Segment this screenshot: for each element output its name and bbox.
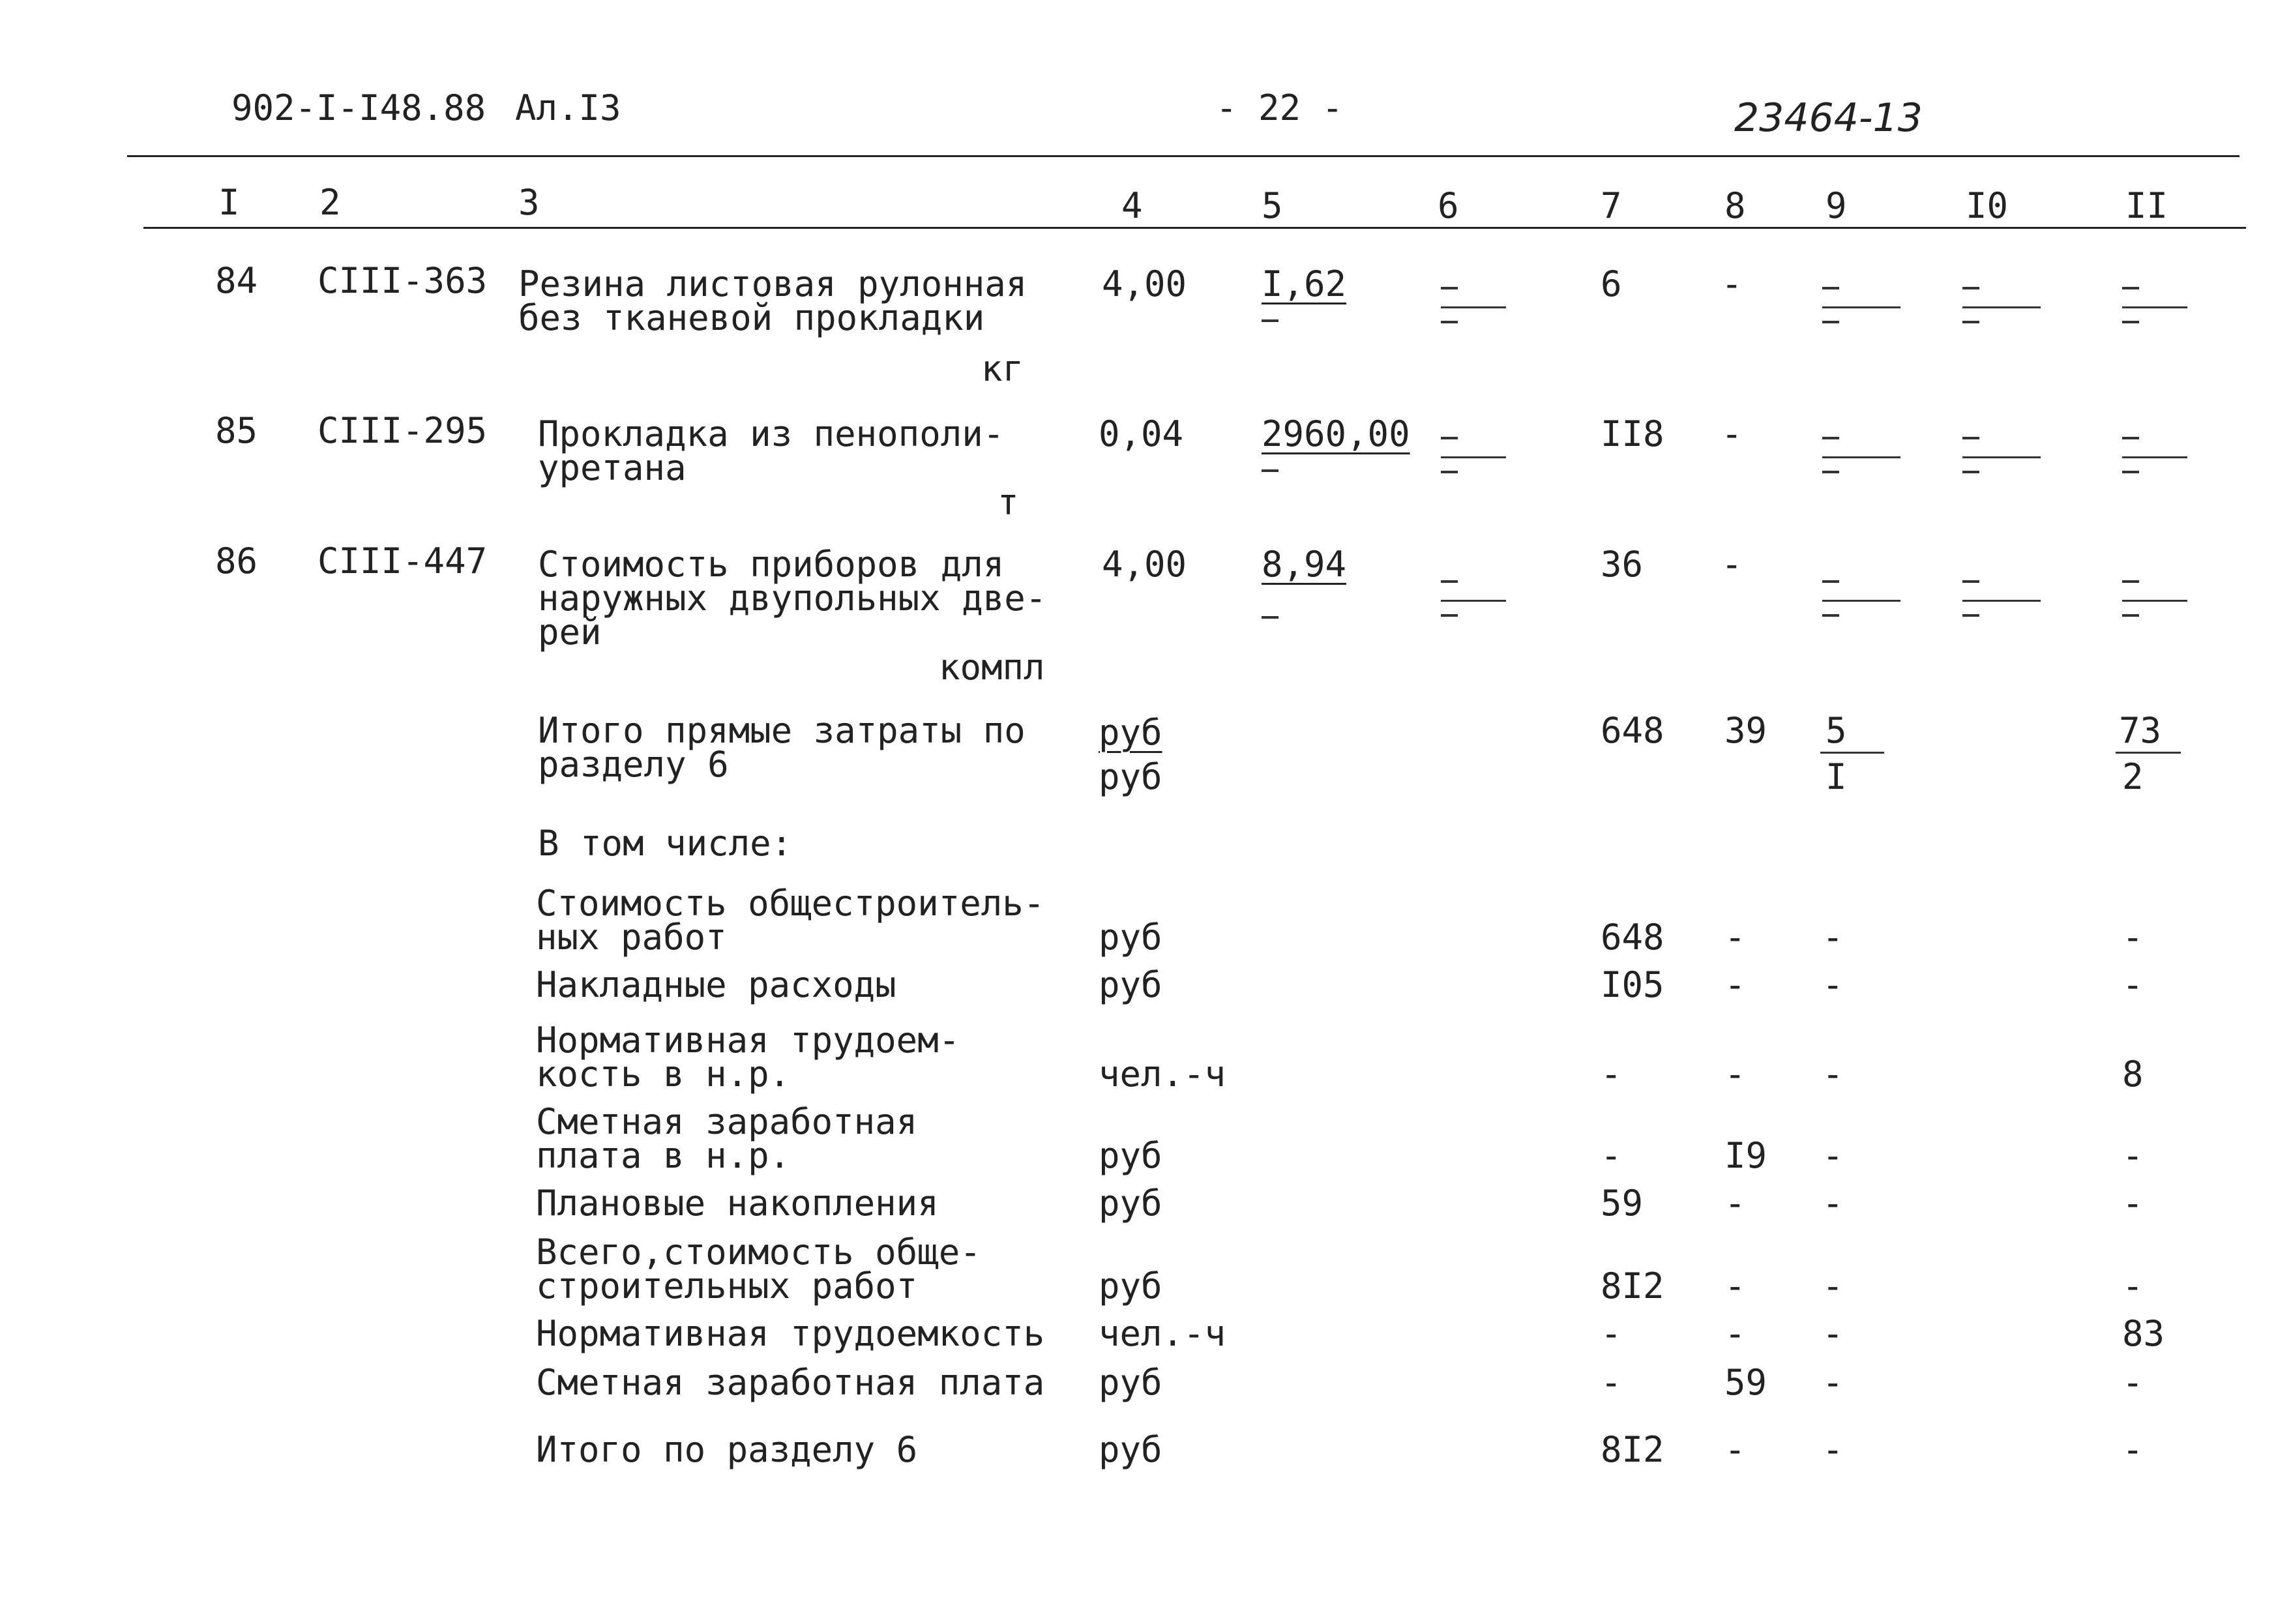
fraction-bar-col6 (1441, 456, 1506, 458)
col-header-1: I (218, 182, 240, 223)
breakdown-col11: - (2122, 1135, 2144, 1176)
direct-costs-col11-bar (2116, 752, 2181, 754)
col-header-5: 5 (1262, 185, 1283, 226)
breakdown-col9: - (1822, 1429, 1844, 1470)
column-header-rule (143, 227, 2246, 229)
fraction-bar-col9 (1822, 456, 1900, 458)
fraction-bar-col11 (2122, 456, 2187, 458)
breakdown-unit: чел.-ч (1099, 1313, 1226, 1354)
breakdown-col9: - (1822, 1265, 1844, 1307)
item-unit: компл (939, 647, 1045, 688)
item-name-line: Стоимость приборов для (538, 544, 1005, 585)
empty-dash-col10 (1962, 471, 1979, 473)
col-header-6: 6 (1438, 185, 1459, 226)
direct-costs-unit-top: руб (1099, 712, 1162, 753)
item-name-line: уретана (538, 447, 687, 488)
direct-costs-col7: 648 (1601, 710, 1664, 751)
item-quantity: 0,04 (1099, 413, 1184, 454)
item-unit-price: I,62 (1262, 263, 1347, 304)
direct-costs-col9-bottom: I (1825, 756, 1847, 797)
breakdown-label-line: плата в н.р. (536, 1135, 791, 1176)
item-col8: - (1721, 263, 1743, 304)
breakdown-unit: руб (1099, 1265, 1162, 1307)
breakdown-label-line: Плановые накопления (536, 1183, 939, 1224)
fraction-bar-col6 (1441, 306, 1506, 308)
item-name-line: Прокладка из пенополи- (538, 413, 1005, 454)
breakdown-col11: - (2122, 1362, 2144, 1403)
empty-dash-col10 (1962, 437, 1979, 439)
item-name-line: наружных двупольных две- (538, 578, 1047, 619)
breakdown-unit: руб (1099, 1135, 1162, 1176)
fraction-bar-col9 (1822, 600, 1900, 602)
direct-costs-col11-bottom: 2 (2122, 756, 2144, 797)
direct-costs-label-line: Итого прямые затраты по (538, 710, 1026, 751)
breakdown-col9: - (1822, 1183, 1844, 1224)
breakdown-label-line: ных работ (536, 917, 727, 958)
empty-dash-col10 (1962, 580, 1979, 583)
breakdown-unit: руб (1099, 964, 1162, 1005)
breakdown-col9: - (1822, 1362, 1844, 1403)
breakdown-col7: I05 (1601, 964, 1664, 1005)
breakdown-col8: - (1724, 1265, 1746, 1307)
breakdown-col11: - (2122, 1183, 2144, 1224)
col-header-8: 8 (1724, 185, 1746, 226)
breakdown-unit: руб (1099, 1183, 1162, 1224)
col-header-2: 2 (319, 182, 341, 223)
breakdown-col7: - (1601, 1135, 1622, 1176)
breakdown-col11: - (2122, 1265, 2144, 1307)
empty-dash-col9 (1822, 437, 1839, 439)
direct-costs-col8: 39 (1724, 710, 1767, 751)
empty-dash-col9 (1822, 287, 1839, 289)
item-col7: II8 (1601, 413, 1664, 454)
document-code: 902-I-I48.88 (231, 87, 486, 128)
breakdown-label-line: Всего,стоимость обще- (536, 1232, 981, 1273)
including-label: В том числе: (538, 823, 793, 864)
fraction-bar-col9 (1822, 306, 1900, 308)
item-number: 85 (215, 410, 258, 451)
breakdown-label-line: Нормативная трудоем- (536, 1020, 960, 1061)
fraction-bar-col11 (2122, 306, 2187, 308)
empty-dash-col9 (1822, 580, 1839, 583)
item-quantity: 4,00 (1102, 263, 1187, 304)
empty-dash-col6 (1441, 321, 1458, 323)
breakdown-unit: руб (1099, 917, 1162, 958)
breakdown-col8: - (1724, 1054, 1746, 1095)
breakdown-col11: 83 (2122, 1313, 2165, 1354)
breakdown-col11: 8 (2122, 1054, 2144, 1095)
price-dash (1262, 319, 1279, 322)
breakdown-col7: 8I2 (1601, 1265, 1664, 1307)
breakdown-label-line: Сметная заработная плата (536, 1362, 1045, 1403)
item-col7: 6 (1601, 263, 1622, 304)
direct-costs-col11-top: 73 (2119, 710, 2162, 751)
col-header-10: I0 (1966, 185, 2009, 226)
direct-costs-label-line: разделу 6 (538, 744, 729, 785)
direct-costs-unit-bottom: руб (1099, 756, 1162, 797)
breakdown-col11: - (2122, 964, 2144, 1005)
fraction-bar-col11 (2122, 600, 2187, 602)
breakdown-col9: - (1822, 917, 1844, 958)
breakdown-col8: - (1724, 917, 1746, 958)
fraction-bar-col10 (1962, 306, 2041, 308)
breakdown-label-line: Нормативная трудоемкость (536, 1313, 1045, 1354)
item-unit: кг (981, 348, 1024, 389)
breakdown-col8: - (1724, 1313, 1746, 1354)
empty-dash-col6 (1441, 580, 1458, 583)
direct-costs-col9-bar (1820, 752, 1884, 754)
breakdown-col8: I9 (1724, 1135, 1767, 1176)
breakdown-label-line: Сметная заработная (536, 1101, 918, 1142)
breakdown-col8: 59 (1724, 1362, 1767, 1403)
breakdown-unit: руб (1099, 1429, 1162, 1470)
empty-dash-col6 (1441, 614, 1458, 617)
item-code: CIII-363 (318, 260, 488, 301)
breakdown-label-line: Накладные расходы (536, 964, 896, 1005)
item-name-line: рей (538, 612, 602, 653)
breakdown-col11: - (2122, 917, 2144, 958)
item-unit: т (998, 482, 1019, 523)
item-quantity: 4,00 (1102, 544, 1187, 585)
col-header-9: 9 (1825, 185, 1847, 226)
empty-dash-col10 (1962, 287, 1979, 289)
breakdown-label-line: строительных работ (536, 1265, 918, 1307)
item-code: CIII-295 (318, 410, 488, 451)
item-col7: 36 (1601, 544, 1644, 585)
empty-dash-col6 (1441, 437, 1458, 439)
breakdown-col7: - (1601, 1362, 1622, 1403)
breakdown-col9: - (1822, 1054, 1844, 1095)
item-number: 86 (215, 540, 258, 582)
empty-dash-col11 (2122, 321, 2139, 323)
empty-dash-col9 (1822, 471, 1839, 473)
breakdown-col7: 8I2 (1601, 1429, 1664, 1470)
empty-dash-col11 (2122, 287, 2139, 289)
empty-dash-col9 (1822, 614, 1839, 617)
breakdown-col7: 648 (1601, 917, 1664, 958)
item-col8: - (1721, 413, 1743, 454)
item-unit-price: 8,94 (1262, 544, 1347, 585)
breakdown-col7: - (1601, 1054, 1622, 1095)
empty-dash-col11 (2122, 580, 2139, 583)
breakdown-col11: - (2122, 1429, 2144, 1470)
breakdown-unit: чел.-ч (1099, 1054, 1226, 1095)
breakdown-col8: - (1724, 1429, 1746, 1470)
album-number: Ал.I3 (515, 87, 621, 128)
item-name-line: Резина листовая рулонная (518, 263, 1027, 304)
breakdown-unit: руб (1099, 1362, 1162, 1403)
empty-dash-col6 (1441, 287, 1458, 289)
fraction-bar-col10 (1962, 600, 2041, 602)
empty-dash-col9 (1822, 321, 1839, 323)
breakdown-label-line: Итого по разделу 6 (536, 1429, 918, 1470)
empty-dash-col11 (2122, 614, 2139, 617)
item-number: 84 (215, 260, 258, 301)
breakdown-label-line: Стоимость общестроитель- (536, 883, 1045, 924)
breakdown-col9: - (1822, 964, 1844, 1005)
breakdown-col9: - (1822, 1135, 1844, 1176)
empty-dash-col6 (1441, 471, 1458, 473)
breakdown-label-line: кость в н.р. (536, 1054, 791, 1095)
empty-dash-col11 (2122, 437, 2139, 439)
fraction-bar-col10 (1962, 456, 2041, 458)
breakdown-col9: - (1822, 1313, 1844, 1354)
price-dash (1262, 469, 1279, 472)
fraction-bar-col6 (1441, 600, 1506, 602)
inventory-number: 23464-13 (1734, 95, 1923, 141)
item-code: CIII-447 (318, 540, 488, 582)
header-rule (127, 155, 2239, 157)
price-dash (1262, 616, 1279, 619)
item-name-line: без тканевой прокладки (518, 297, 985, 338)
col-header-3: 3 (518, 182, 540, 223)
col-header-11: II (2125, 185, 2168, 226)
col-header-4: 4 (1121, 185, 1143, 226)
item-col8: - (1721, 544, 1743, 585)
breakdown-col7: 59 (1601, 1183, 1644, 1224)
item-unit-price: 2960,00 (1262, 413, 1410, 454)
direct-costs-col9-top: 5 (1825, 710, 1847, 751)
breakdown-col7: - (1601, 1313, 1622, 1354)
page-number: - 22 - (1216, 87, 1344, 128)
empty-dash-col10 (1962, 614, 1979, 617)
breakdown-col8: - (1724, 1183, 1746, 1224)
empty-dash-col10 (1962, 321, 1979, 323)
empty-dash-col11 (2122, 471, 2139, 473)
breakdown-col8: - (1724, 964, 1746, 1005)
col-header-7: 7 (1601, 185, 1622, 226)
